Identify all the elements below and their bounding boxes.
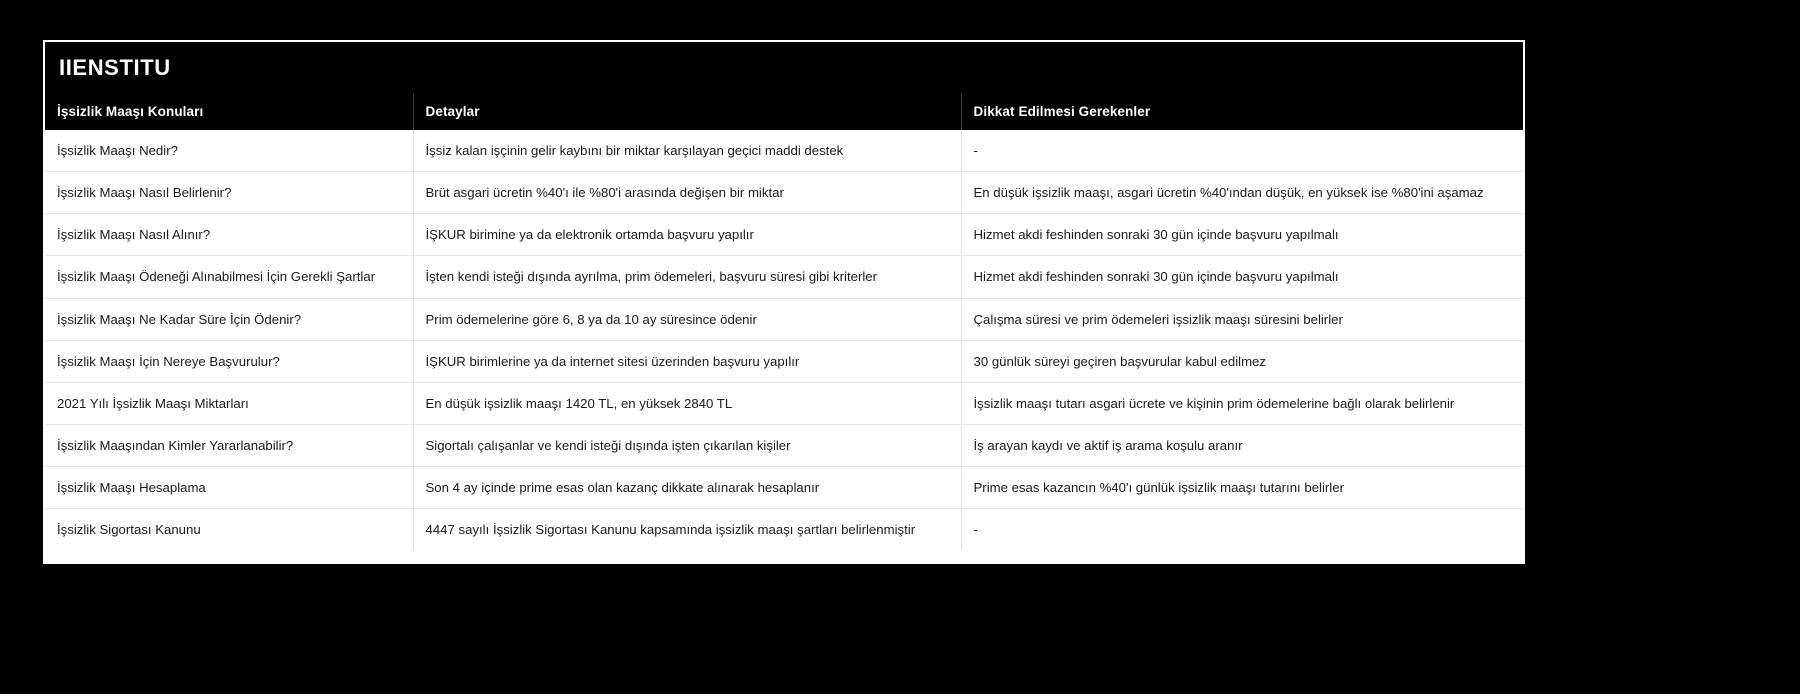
cell-topic: İşsizlik Maaşı Nedir? (45, 130, 413, 172)
cell-detail: 4447 sayılı İşsizlik Sigortası Kanunu kapsamında işsizlik maaşı şartları belirlenmiştir (413, 509, 961, 551)
brand-logo: IIENSTITU (59, 55, 171, 80)
table-row (45, 340, 1523, 382)
table-row (45, 382, 1523, 424)
cell-topic: İşsizlik Maaşı İçin Nereye Başvurulur? (45, 340, 413, 382)
cell-topic: İşsizlik Maaşı Ne Kadar Süre İçin Ödenir? (45, 298, 413, 340)
cell-detail: İŞKUR birimine ya da elektronik ortamda başvuru yapılır (413, 214, 961, 256)
table-row (45, 424, 1523, 466)
table-row (45, 298, 1523, 340)
cell-detail: İşten kendi isteği dışında ayrılma, prim ödemeleri, başvuru süresi gibi kriterler (413, 256, 961, 298)
cell-topic: İşsizlik Maaşı Nasıl Alınır? (45, 214, 413, 256)
table-row (45, 214, 1523, 256)
table-header-row (45, 94, 1523, 130)
brand-header (45, 42, 1523, 94)
cell-detail: İşsiz kalan işçinin gelir kaybını bir miktar karşılayan geçici maddi destek (413, 130, 961, 172)
column-header-notes: Dikkat Edilmesi Gerekenler (961, 94, 1523, 130)
column-header-details: Detaylar (413, 94, 961, 130)
cell-note: 30 günlük süreyi geçiren başvurular kabul edilmez (961, 340, 1523, 382)
cell-topic: İşsizlik Maaşı Nasıl Belirlenir? (45, 172, 413, 214)
cell-topic: İşsizlik Maaşından Kimler Yararlanabilir? (45, 424, 413, 466)
table-head (45, 94, 1523, 130)
cell-topic: 2021 Yılı İşsizlik Maaşı Miktarları (45, 382, 413, 424)
table-row (45, 172, 1523, 214)
cell-detail: Prim ödemelerine göre 6, 8 ya da 10 ay süresince ödenir (413, 298, 961, 340)
table-row (45, 467, 1523, 509)
cell-note: İşsizlik maaşı tutarı asgari ücrete ve kişinin prim ödemelerine bağlı olarak belirlenir (961, 382, 1523, 424)
cell-topic: İşsizlik Maaşı Hesaplama (45, 467, 413, 509)
cell-note: Hizmet akdi feshinden sonraki 30 gün içinde başvuru yapılmalı (961, 214, 1523, 256)
column-header-topics: İşsizlik Maaşı Konuları (45, 94, 413, 130)
cell-topic: İşsizlik Sigortası Kanunu (45, 509, 413, 551)
unemployment-benefit-table (45, 94, 1523, 550)
table-row (45, 509, 1523, 551)
cell-note: En düşük işsizlik maaşı, asgari ücretin %40'ından düşük, en yüksek ise %80'ini aşamaz (961, 172, 1523, 214)
info-card (43, 40, 1525, 564)
cell-detail: Brüt asgari ücretin %40'ı ile %80'i arasında değişen bir miktar (413, 172, 961, 214)
cell-detail: Son 4 ay içinde prime esas olan kazanç dikkate alınarak hesaplanır (413, 467, 961, 509)
table-row (45, 256, 1523, 298)
cell-note: İş arayan kaydı ve aktif iş arama koşulu aranır (961, 424, 1523, 466)
cell-detail: En düşük işsizlik maaşı 1420 TL, en yüksek 2840 TL (413, 382, 961, 424)
cell-topic: İşsizlik Maaşı Ödeneği Alınabilmesi İçin Gerekli Şartlar (45, 256, 413, 298)
table-row (45, 130, 1523, 172)
cell-note: Çalışma süresi ve prim ödemeleri işsizlik maaşı süresini belirler (961, 298, 1523, 340)
cell-note: Hizmet akdi feshinden sonraki 30 gün içinde başvuru yapılmalı (961, 256, 1523, 298)
cell-note: - (961, 130, 1523, 172)
cell-detail: Sigortalı çalışanlar ve kendi isteği dışında işten çıkarılan kişiler (413, 424, 961, 466)
cell-detail: İŞKUR birimlerine ya da internet sitesi üzerinden başvuru yapılır (413, 340, 961, 382)
table-body (45, 130, 1523, 550)
cell-note: Prime esas kazancın %40'ı günlük işsizlik maaşı tutarını belirler (961, 467, 1523, 509)
cell-note: - (961, 509, 1523, 551)
